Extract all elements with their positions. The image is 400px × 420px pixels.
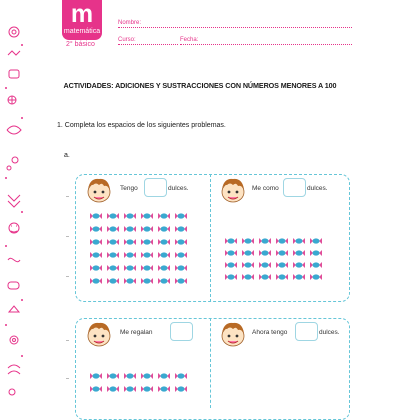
problem-divider bbox=[210, 174, 211, 302]
candy-icon bbox=[141, 226, 153, 232]
candy-icon bbox=[124, 265, 136, 271]
candy-icon bbox=[158, 213, 170, 219]
candy-grid bbox=[90, 210, 190, 290]
child-face-icon bbox=[218, 176, 248, 204]
candy-icon bbox=[158, 386, 170, 392]
margin-mark bbox=[66, 340, 69, 341]
candy-icon bbox=[242, 238, 254, 244]
candy-grid bbox=[225, 235, 335, 283]
candy-icon bbox=[175, 386, 187, 392]
candy-icon bbox=[276, 274, 288, 280]
candy-icon bbox=[310, 250, 322, 256]
candy-icon bbox=[225, 274, 237, 280]
logo-word: matemática bbox=[63, 28, 101, 35]
item-letter: a. bbox=[64, 152, 70, 159]
problem-prompt-before: Ahora tengo bbox=[252, 329, 288, 336]
candy-icon bbox=[90, 226, 102, 232]
child-face-icon bbox=[218, 320, 248, 348]
candy-icon bbox=[107, 226, 119, 232]
candy-icon bbox=[293, 274, 305, 280]
candy-icon bbox=[141, 265, 153, 271]
candy-icon bbox=[276, 250, 288, 256]
candy-icon bbox=[175, 226, 187, 232]
margin-mark bbox=[66, 378, 69, 379]
candy-icon bbox=[158, 373, 170, 379]
logo-badge bbox=[62, 0, 102, 40]
candy-icon bbox=[107, 386, 119, 392]
candy-icon bbox=[90, 213, 102, 219]
candy-icon bbox=[158, 278, 170, 284]
candy-icon bbox=[259, 274, 271, 280]
decorative-border bbox=[0, 0, 28, 400]
candy-icon bbox=[90, 239, 102, 245]
candy-icon bbox=[242, 262, 254, 268]
problem-prompt-before: Tengo bbox=[120, 185, 138, 192]
candy-icon bbox=[293, 250, 305, 256]
candy-icon bbox=[225, 262, 237, 268]
candy-icon bbox=[259, 262, 271, 268]
candy-icon bbox=[90, 252, 102, 258]
candy-icon bbox=[107, 373, 119, 379]
name-label: Nombre: bbox=[118, 20, 142, 26]
candy-icon bbox=[141, 386, 153, 392]
candy-icon bbox=[141, 239, 153, 245]
candy-icon bbox=[175, 278, 187, 284]
candy-icon bbox=[124, 278, 136, 284]
candy-icon bbox=[276, 238, 288, 244]
candy-icon bbox=[175, 373, 187, 379]
candy-icon bbox=[293, 262, 305, 268]
candy-icon bbox=[242, 250, 254, 256]
name-field[interactable] bbox=[118, 19, 352, 28]
candy-icon bbox=[310, 262, 322, 268]
instruction-text: 1. Completa los espacios de los siguientes problemas. bbox=[57, 122, 226, 129]
candy-icon bbox=[90, 265, 102, 271]
candy-icon bbox=[259, 238, 271, 244]
candy-icon bbox=[310, 238, 322, 244]
candy-icon bbox=[276, 262, 288, 268]
candy-icon bbox=[124, 213, 136, 219]
candy-icon bbox=[124, 226, 136, 232]
date-label: Fecha: bbox=[180, 37, 199, 43]
margin-mark bbox=[66, 196, 69, 197]
problem-prompt-after: dulces. bbox=[168, 185, 189, 192]
candy-icon bbox=[90, 386, 102, 392]
candy-grid bbox=[90, 370, 190, 400]
candy-icon bbox=[158, 265, 170, 271]
candy-icon bbox=[242, 274, 254, 280]
candy-icon bbox=[175, 265, 187, 271]
answer-blank[interactable] bbox=[295, 322, 318, 341]
grade-label: 2° básico bbox=[66, 41, 95, 48]
answer-blank[interactable] bbox=[144, 178, 167, 197]
candy-icon bbox=[225, 238, 237, 244]
candy-icon bbox=[310, 274, 322, 280]
problem-prompt-after: dulces. bbox=[307, 185, 328, 192]
candy-icon bbox=[107, 265, 119, 271]
page-title: ACTIVIDADES: ADICIONES Y SUSTRACCIONES CON NÚMEROS MENORES A 100 bbox=[63, 81, 337, 90]
candy-icon bbox=[175, 252, 187, 258]
answer-blank[interactable] bbox=[170, 322, 193, 341]
problem-prompt-after: dulces. bbox=[319, 329, 340, 336]
candy-icon bbox=[175, 239, 187, 245]
candy-icon bbox=[141, 278, 153, 284]
margin-mark bbox=[66, 236, 69, 237]
answer-blank[interactable] bbox=[283, 178, 306, 197]
candy-icon bbox=[124, 373, 136, 379]
candy-icon bbox=[107, 239, 119, 245]
logo-letter: m bbox=[70, 0, 94, 28]
candy-icon bbox=[90, 373, 102, 379]
problem-divider bbox=[210, 318, 211, 408]
candy-icon bbox=[158, 239, 170, 245]
candy-icon bbox=[158, 252, 170, 258]
course-label: Curso: bbox=[118, 37, 136, 43]
problem-prompt-before: Me como bbox=[252, 185, 279, 192]
candy-icon bbox=[175, 213, 187, 219]
problem-prompt-before: Me regalan bbox=[120, 329, 153, 336]
candy-icon bbox=[225, 250, 237, 256]
child-face-icon bbox=[84, 176, 114, 204]
candy-icon bbox=[107, 213, 119, 219]
candy-icon bbox=[90, 278, 102, 284]
date-field[interactable] bbox=[180, 36, 352, 45]
candy-icon bbox=[293, 238, 305, 244]
candy-icon bbox=[124, 252, 136, 258]
child-face-icon bbox=[84, 320, 114, 348]
candy-icon bbox=[141, 213, 153, 219]
candy-icon bbox=[107, 278, 119, 284]
candy-icon bbox=[124, 239, 136, 245]
course-field[interactable] bbox=[118, 36, 178, 45]
candy-icon bbox=[158, 226, 170, 232]
candy-icon bbox=[259, 250, 271, 256]
candy-icon bbox=[141, 252, 153, 258]
candy-icon bbox=[124, 386, 136, 392]
candy-icon bbox=[141, 373, 153, 379]
margin-mark bbox=[66, 276, 69, 277]
candy-icon bbox=[107, 252, 119, 258]
